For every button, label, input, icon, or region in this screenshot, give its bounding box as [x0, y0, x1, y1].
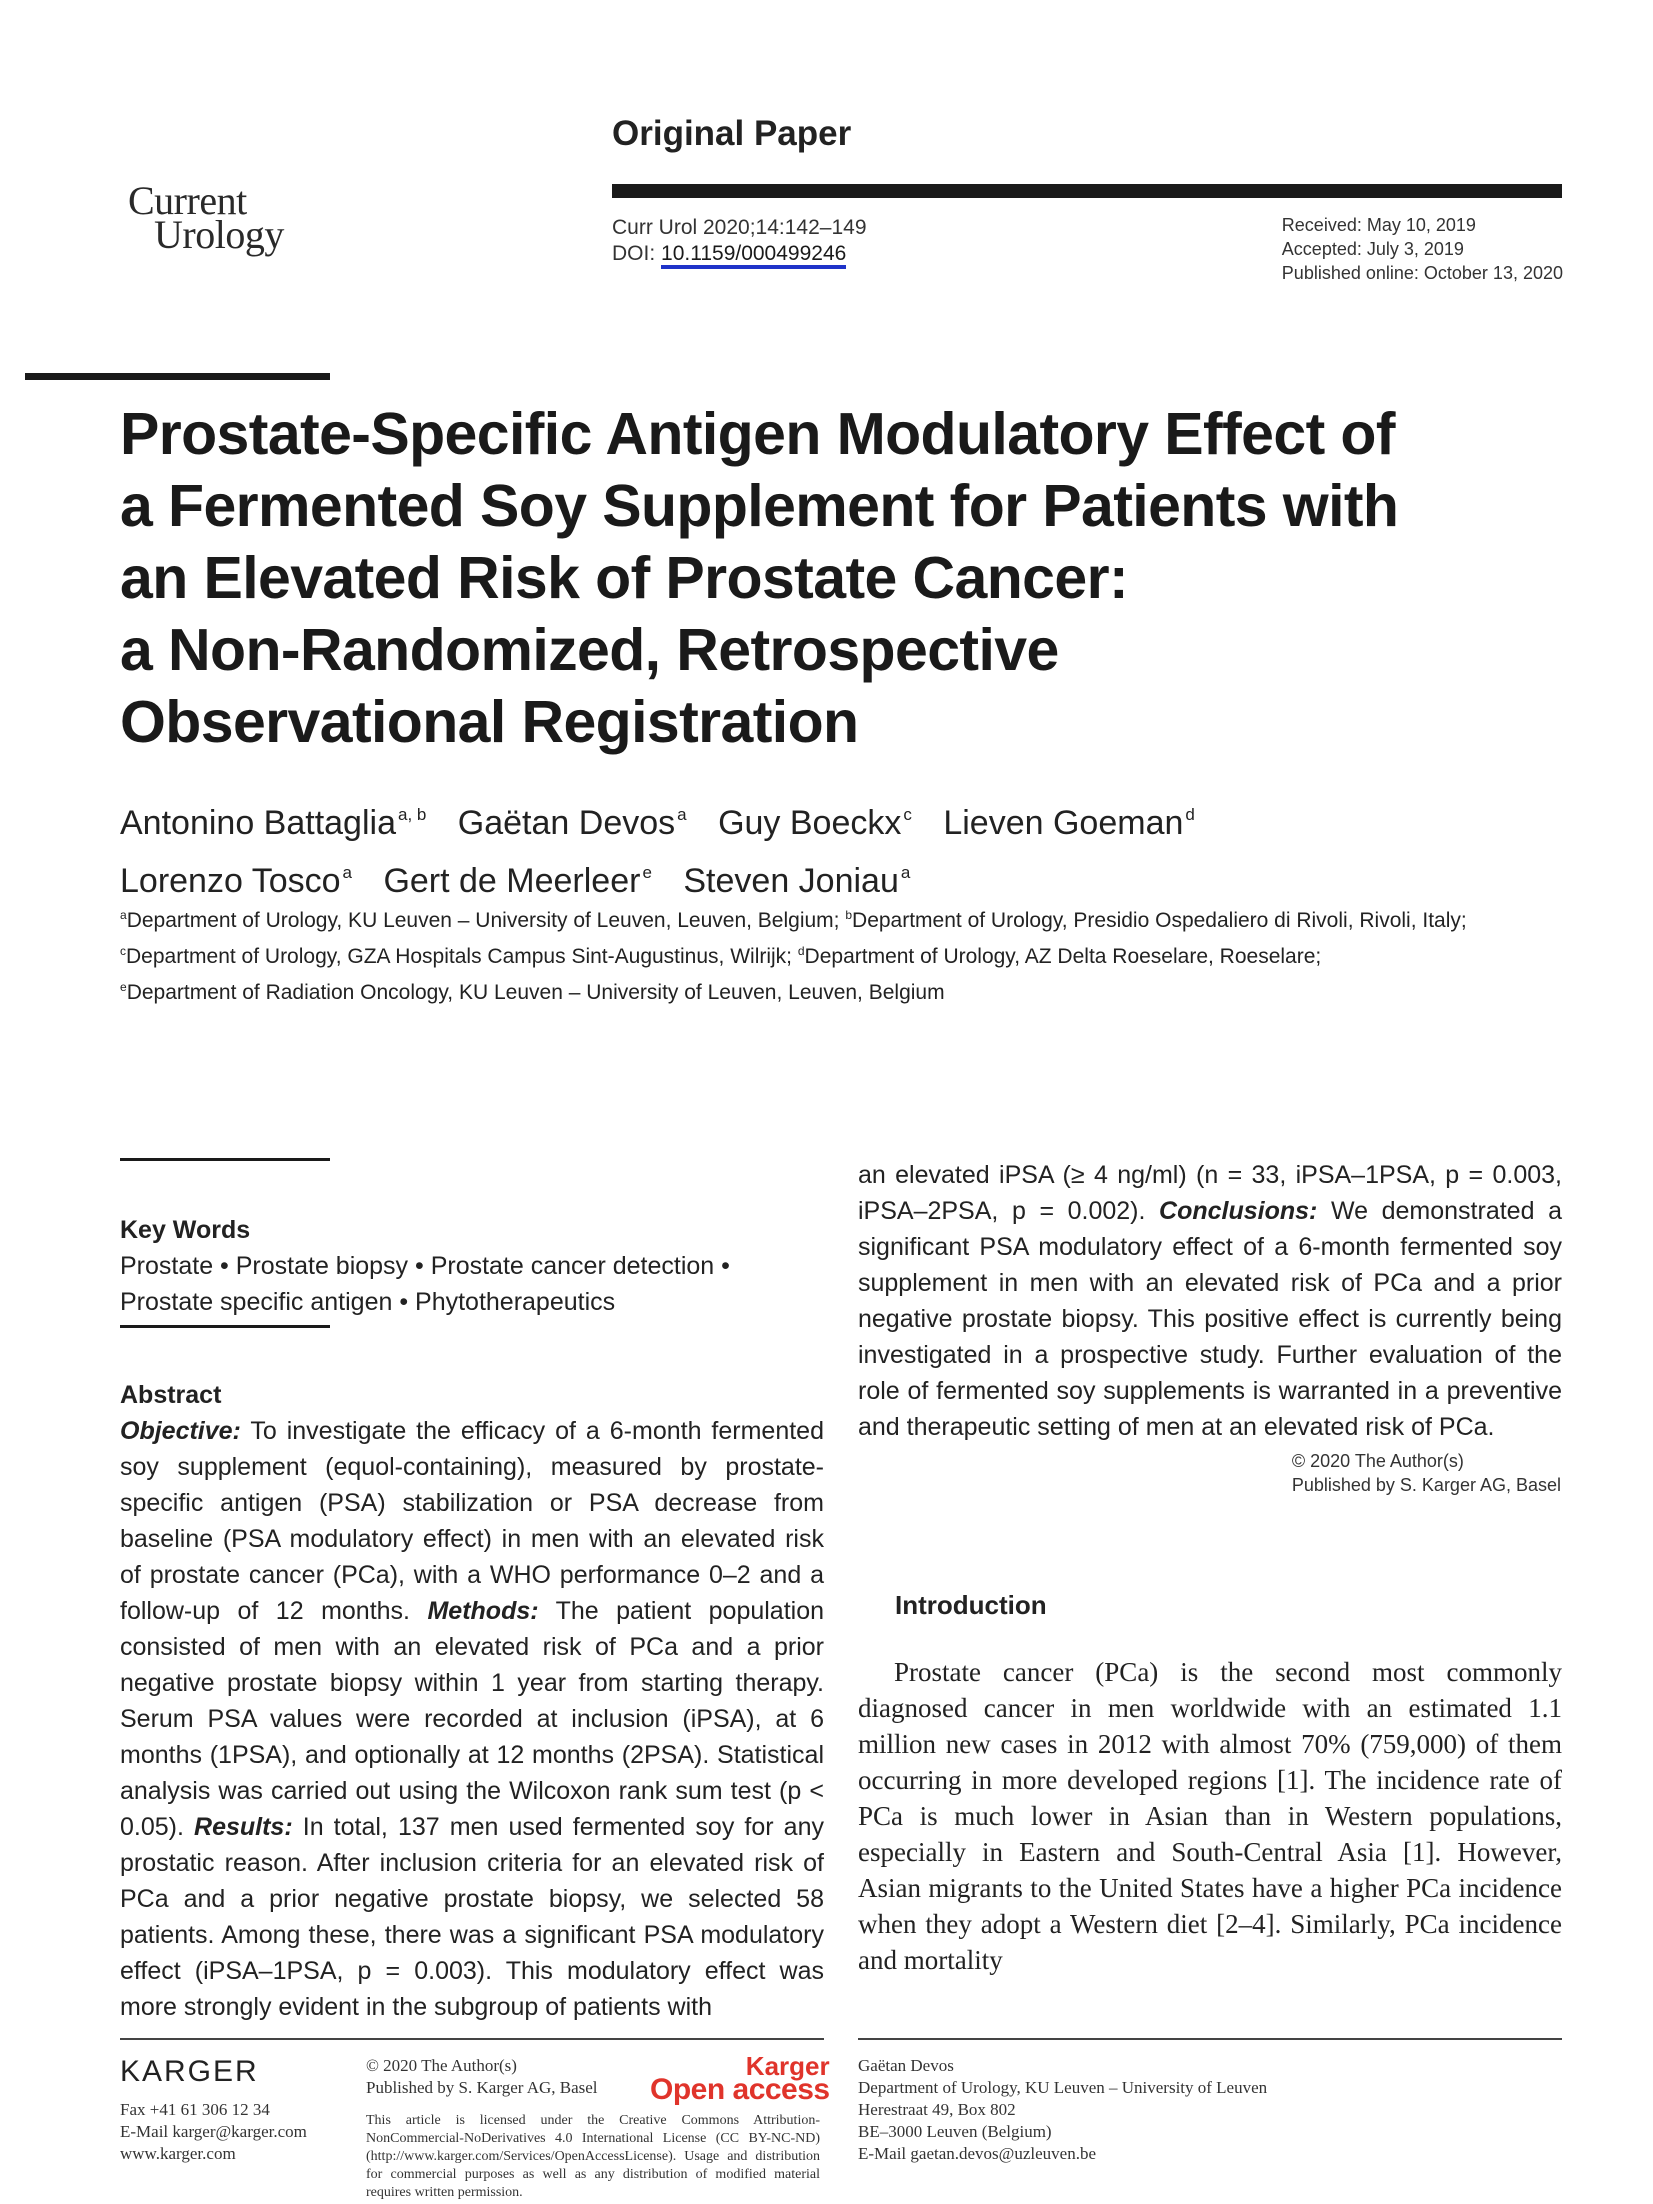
author: Lieven Goeman $^d$ — [943, 804, 1195, 842]
keywords-heading: Key Words — [120, 1216, 251, 1244]
title-line: a Non-Randomized, Retrospective — [120, 617, 1059, 683]
keywords-line: Prostate specific antigen • Phytotherapeutics — [120, 1288, 616, 1316]
license-text: This article is licensed under the Creative Commons Attribution-NonCommercial-NoDerivatives 4.0 International License (CC BY-NC-ND) (http://www.karger.com/Services/OpenAccessLicense). Usage and distribution for commercial purposes as well as any distribution of modified material requires written permission. — [366, 2113, 820, 2200]
citation: Curr Urol 2020;14:142–149 — [612, 216, 867, 239]
doi-label: DOI: — [612, 242, 662, 265]
introduction-heading: Introduction — [895, 1590, 1047, 1620]
title-line: an Elevated Risk of Prostate Cancer: — [120, 545, 1128, 611]
author: Antonino Battaglia $^{a, b}$ — [120, 804, 427, 842]
author: Gaëtan Devos $^a$ — [457, 804, 687, 842]
citation-block — [612, 215, 867, 267]
abstract-copyright: © 2020 The Author(s) Published by S. Karger AG, Basel — [1291, 1451, 1561, 1495]
introduction-text: Prostate cancer (PCa) is the second most commonly diagnosed cancer in men worldwide with an estimated 1.1 million new cases in 2012 with almost 70% (759,000) of them occurring in more developed regions [1]. The incidence rate of PCa is much lower in Asian than in Western populations, especially in Eastern and South-Central Asia [1]. However, Asian migrants to the United States have a higher PCa incidence when they adopt a Western diet [2–4]. Similarly, PCa incidence and mortality — [858, 1657, 1562, 1975]
title-line: Prostate-Specific Antigen Modulatory Effect of — [120, 401, 1395, 467]
accepted-date: Accepted: July 3, 2019 — [1281, 239, 1464, 259]
abstract-rule — [120, 1325, 330, 1328]
affiliations: $^a$Department of Urology, KU Leuven – University of Leuven, Leuven, Belgium; $^b$Department of Urology, Presidio Ospedaliero di Rivoli, Rivoli, Italy; $^c$Department of Urology, GZA Hospitals Campus Sint-Augustinus, Wilrijk; $^d$Department of Urology, AZ Delta Roeselare, Roeselare; $^e$Department of Radiation Oncology, KU Leuven – University of Leuven, Leuven, Belgium — [120, 908, 1467, 1004]
doi-link[interactable]: 10.1159/000499246 — [661, 242, 846, 269]
karger-logo: KARGER — [120, 2055, 259, 2088]
author: Steven Joniau $^a$ — [683, 862, 911, 900]
header-rule — [612, 184, 1562, 198]
abstract-heading: Abstract — [120, 1381, 222, 1409]
abstract-body: Objective: To investigate the efficacy of a 6-month fermented soy supplement (equol-containing), measured by prostate-specific antigen (PSA) stabilization or PSA decrease from baseline (PSA modulatory effect) in men with an elevated risk of prostate cancer (PCa), with a WHO performance 0–2 and a follow-up of 12 months. Methods: The patient population consisted of men with an elevated risk of PCa and a prior negative prostate biopsy within 1 year from starting therapy. Serum PSA values were recorded at inclusion (iPSA), at 6 months (1PSA), and optionally at 12 months (2PSA). Statistical analysis was carried out using the Wilcoxon rank sum test (p < 0.05). Results: In total, 137 men used fermented soy for any prostatic reason. After inclusion criteria for an elevated risk of PCa and a prior negative prostate biopsy, we selected 58 patients. Among these, there was a significant PSA modulatory effect (iPSA–1PSA, p = 0.003). This modulatory effect was more strongly evident in the subgroup of patients with — [120, 1417, 825, 2021]
publisher-contact: Fax +41 61 306 12 34 E-Mail karger@karger.com www.karger.com — [120, 2100, 307, 2163]
received-date: Received: May 10, 2019 — [1281, 215, 1476, 235]
methods-label: Methods: — [427, 1597, 539, 1625]
abstract-left — [120, 1377, 824, 2025]
keywords-section — [120, 1212, 830, 1320]
footer-copyright: © 2020 The Author(s) Published by S. Karger AG, Basel — [366, 2056, 598, 2097]
footer-rule — [858, 2038, 1562, 2040]
journal-logo — [128, 178, 284, 257]
author: Lorenzo Tosco $^a$ — [120, 862, 352, 900]
published-date: Published online: October 13, 2020 — [1281, 263, 1563, 283]
title-rule — [25, 373, 330, 380]
title-line: Observational Registration — [120, 689, 859, 755]
abstract-right: an elevated iPSA (≥ 4 ng/ml) (n = 33, iPSA–1PSA, p = 0.003, iPSA–2PSA, p = 0.002). Conclusions: We demonstrated a significant PSA modulatory effect of a 6-month fermented soy supplement in men with an elevated risk of PCa and a prior negative prostate biopsy. This positive effect is currently being investigated in a prospective study. Further evaluation of the role of fermented soy supplements is warranted in a preventive and therapeutic setting of men at an elevated risk of PCa. — [858, 1161, 1562, 1441]
results-label: Results: — [194, 1813, 293, 1841]
objective-label: Objective: — [120, 1417, 241, 1445]
keywords-line: Prostate • Prostate biopsy • Prostate cancer detection • — [120, 1252, 730, 1280]
title-line: a Fermented Soy Supplement for Patients with — [120, 473, 1399, 539]
open-access-logo: Karger Open access — [650, 2051, 830, 2106]
keywords-rule — [120, 1158, 330, 1161]
journal-logo-line2: Urology — [154, 212, 284, 257]
footer-rule — [120, 2038, 824, 2040]
author: Guy Boeckx $^c$ — [718, 804, 912, 842]
conclusions-label: Conclusions: — [1159, 1197, 1318, 1225]
dates-block — [1282, 213, 1563, 285]
doi-line — [612, 241, 867, 267]
journal-logo-line1: Current — [128, 178, 247, 223]
section-label: Original Paper — [612, 114, 852, 153]
author-list — [120, 790, 1540, 906]
author: Gert de Meerleer $^e$ — [383, 862, 652, 900]
correspondence: Gaëtan Devos Department of Urology, KU Leuven – University of Leuven Herestraat 49, Box 802 BE–3000 Leuven (Belgium) E-Mail gaetan.devos@uzleuven.be — [858, 2056, 1268, 2163]
paper-title — [120, 398, 1540, 758]
